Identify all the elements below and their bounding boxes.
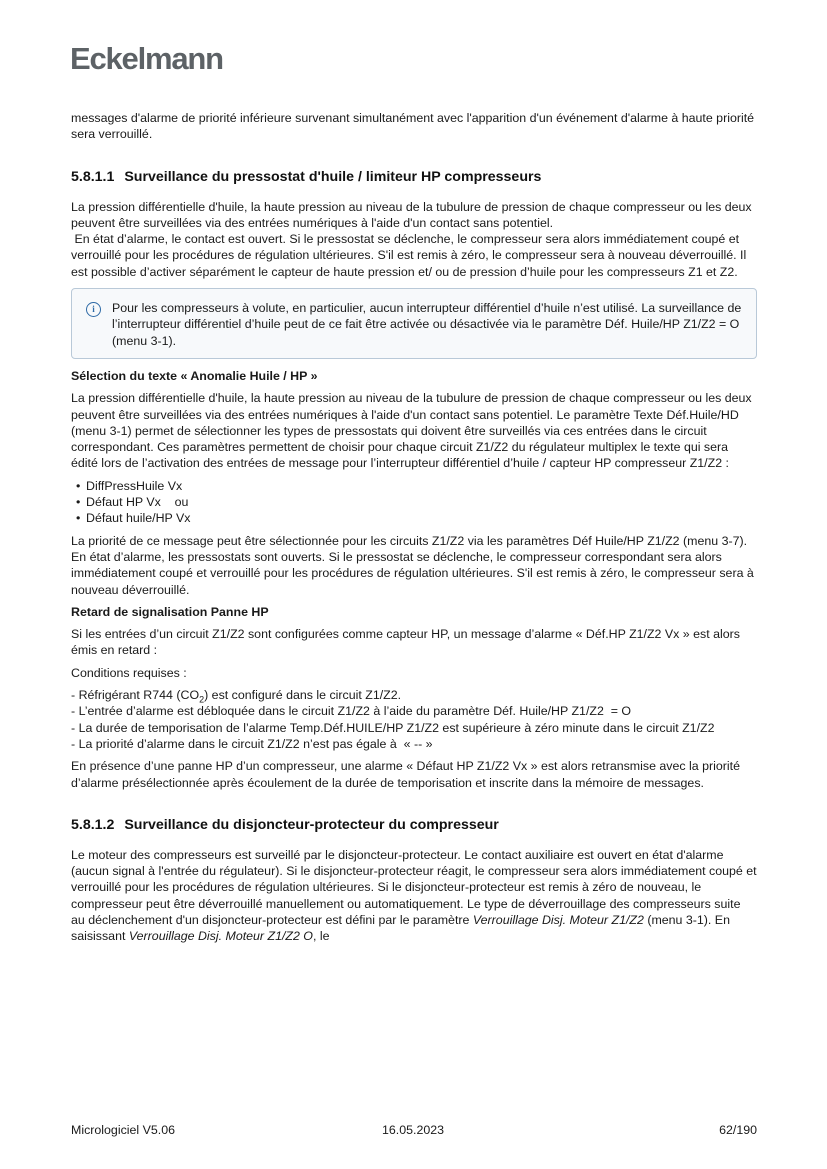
text-run: , le — [312, 929, 330, 944]
note-text: Pour les compresseurs à volute, en particulier, aucun interrupteur différentiel d’huile n’est utilisé. La surveillance de l’interrupteur différentiel d’huile peut de ce fait être activée ou désactivée via le paramètre Déf. Huile/HP Z1/Z2 = O (menu 3-1). — [112, 301, 742, 348]
paragraph: Si les entrées d’un circuit Z1/Z2 sont configurées comme capteur HP, un message d’alarme « Déf.HP Z1/Z2 Vx » est alors émis en retard : — [71, 627, 740, 658]
section-title: Surveillance du disjoncteur-protecteur du compresseur — [124, 816, 499, 833]
condition-text: - Réfrigérant R744 (CO — [71, 688, 200, 703]
condition-text: ) est configuré dans le circuit Z1/Z2. — [204, 688, 402, 703]
paragraph: La pression différentielle d'huile, la haute pression au niveau de la tubulure de pression de chaque compresseur ou les deux peuvent être surveillées via des entrées numériques à l'aide d'un contact sans potentiel. Le paramètre Texte Déf.Huile/HD (menu 3-1) permet de sélectionner les types de pressostats qui doivent être surveillés via ces entrées dans le circuit correspondant. Ces paramètres permettent de choisir pour chaque circuit Z1/Z2 du régulateur multiplex le texte qui sera édité lors de l’activation des entrées de message pour l’interrupteur différentiel d’huile / capteur HP compresseur Z1/Z2 : — [71, 391, 752, 471]
document-date: 16.05.2023 — [382, 1123, 445, 1137]
list-item: • Défaut huile/HP Vx — [86, 510, 757, 526]
conditions-label: Conditions requises : — [71, 665, 187, 680]
section-number: 5.8.1.1 — [71, 168, 115, 185]
message-text-list — [71, 478, 757, 527]
document-body — [71, 110, 757, 951]
page-number: 62/190 — [719, 1123, 757, 1137]
paragraph: La pression différentielle d'huile, la haute pression au niveau de la tubulure de pression de chaque compresseur ou les deux peuvent être surveillées via des entrées numériques à l'aide d'un contact sans potentiel. — [71, 199, 752, 230]
paragraph: En présence d’une panne HP d’un compresseur, une alarme « Défaut HP Z1/Z2 Vx » est alors retransmise avec la priorité d’alarme présélectionnée après écoulement de la durée de temporisation et inscrite dans la mémoire de messages. — [71, 759, 740, 790]
condition-item: - La durée de temporisation de l’alarme Temp.Déf.HUILE/HP Z1/Z2 est supérieure à zéro minute dans le circuit Z1/Z2 — [71, 720, 715, 735]
list-item: • DiffPressHuile Vx — [86, 478, 757, 494]
info-icon: i — [86, 302, 101, 317]
subheading-text-selection: Sélection du texte « Anomalie Huile / HP » — [71, 368, 318, 383]
section-number: 5.8.1.2 — [71, 816, 115, 833]
paragraph: En état d’alarme, le contact est ouvert. Si le pressostat se déclenche, le compresseur sera alors immédiatement coupé et verrouillé pour les procédures de régulation ultérieures. S'il est remis à zéro, le compresseur sera à nouveau déverrouillé. Il est possible d’activer séparément le capteur de haute pression et/ ou de pression d’huile pour les compresseurs Z1 et Z2. — [71, 232, 750, 279]
condition-item — [71, 687, 757, 703]
company-logo: Eckelmann — [70, 41, 223, 76]
paragraph — [71, 847, 757, 945]
parameter-name: Verrouillage Disj. Moteur Z1/Z2 — [472, 912, 644, 927]
subheading-hp-delay: Retard de signalisation Panne HP — [71, 604, 269, 619]
text-run: (menu 3-1). En saisissant — [71, 912, 730, 944]
text-run: Le moteur des compresseurs est surveillé par le disjoncteur-protecteur. Le contact auxiliaire est ouvert en état d'alarme (aucun signal à l'entrée du régulateur). Si le disjoncteur-protecteur réagit, le compresseur sera alors immédiatement coupé et verrouillé pour les procédures de régulation ultérieures. Si le disjoncteur-protecteur est remis à zéro de nouveau, le compresseur peut être déverrouillé manuellement ou automatiquement. Le type de déverrouillage des compresseurs suite au déclenchement d'un disjoncteur-protecteur est défini par le paramètre — [71, 847, 757, 927]
section-heading-5-8-1-2 — [71, 816, 757, 834]
intro-paragraph: messages d'alarme de priorité inférieure survenant simultanément avec l'apparition d'un événement d'alarme à haute priorité sera verrouillé. — [71, 111, 755, 142]
firmware-version: Micrologiciel V5.06 — [71, 1123, 175, 1137]
condition-item: - L’entrée d’alarme est débloquée dans le circuit Z1/Z2 à l’aide du paramètre Déf. Huile/HP Z1/Z2 = O — [71, 704, 632, 719]
info-note — [71, 288, 757, 359]
subscript: 2 — [199, 694, 205, 705]
list-item: • Défaut HP Vx ou — [86, 494, 757, 510]
paragraph: La priorité de ce message peut être sélectionnée pour les circuits Z1/Z2 via les paramètres Déf Huile/HP Z1/Z2 (menu 3-7). En état d’alarme, les pressostats sont ouverts. Si le pressostat se déclenche, le compresseur correspondant sera alors immédiatement coupé et verrouillé pour les procédures de régulation ultérieures. S'il est remis à zéro, le compresseur sera à nouveau déverrouillé. — [71, 533, 754, 597]
section-title: Surveillance du pressostat d'huile / limiteur HP compresseurs — [124, 168, 542, 185]
parameter-name: Verrouillage Disj. Moteur Z1/Z2 O — [128, 929, 313, 944]
section-heading-5-8-1-1 — [71, 168, 757, 186]
condition-item: - La priorité d’alarme dans le circuit Z1/Z2 n’est pas égale à « -- » — [71, 736, 433, 751]
